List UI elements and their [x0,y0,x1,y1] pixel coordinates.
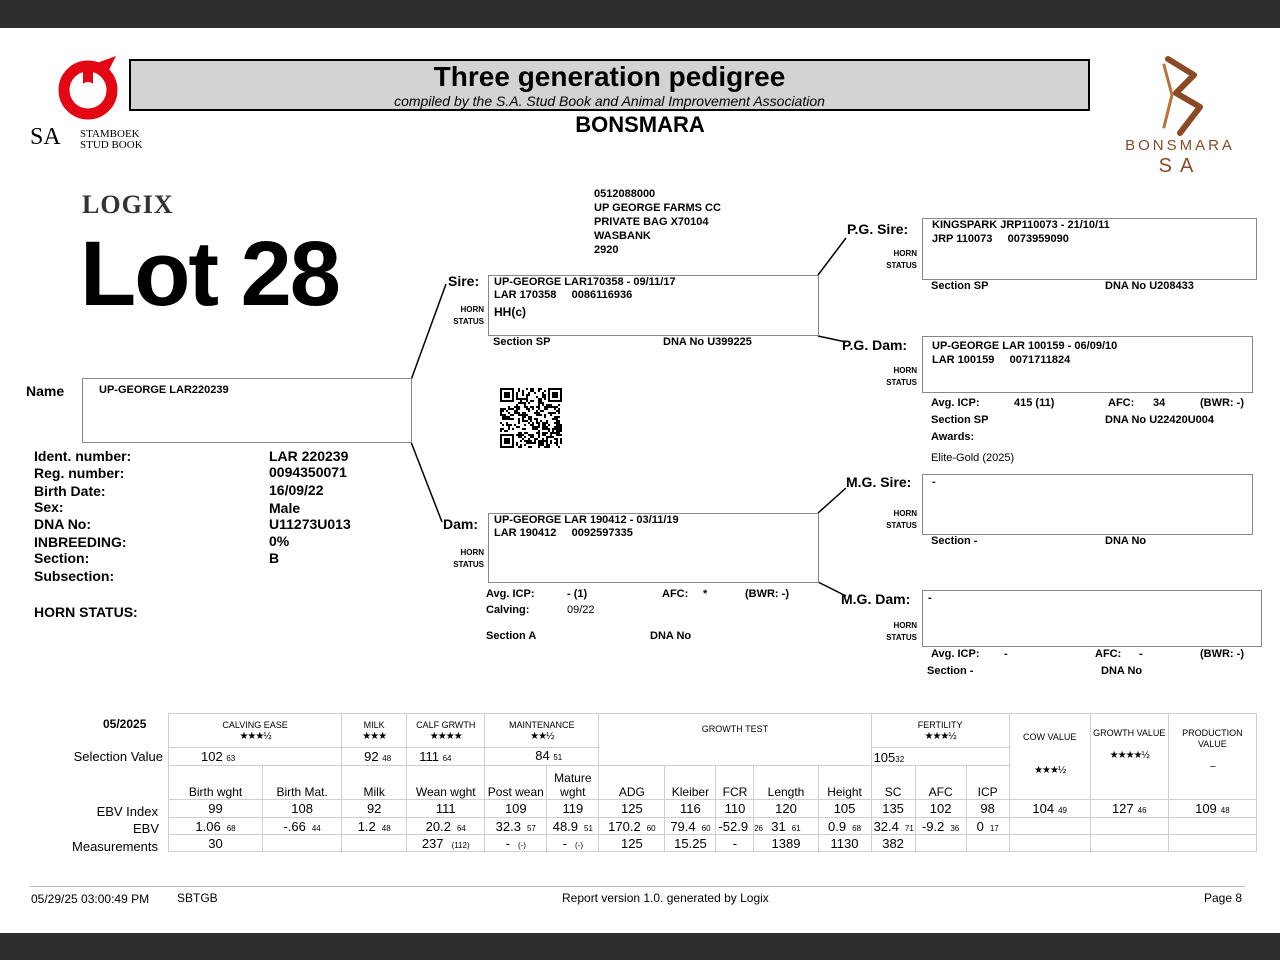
dam-horn-status-label: HORN STATUS [453,548,484,569]
mg-dam-label: M.G. Dam: [841,591,911,607]
group-cow-value: COW VALUE ★★★½ [1009,714,1090,800]
sv-fertility: 10532 [871,748,1009,766]
pg-dam-bwr: (BWR: -) [1200,397,1244,409]
sa-logo-line2: STUD BOOK [80,139,143,151]
bonsmara-logo-line1: BONSMARA [1125,137,1235,154]
mg-dam-afc-label: AFC: [1095,648,1122,660]
sa-logo-line1: STAMBOEK [80,128,140,140]
animal-field-label: Reg. number: [34,465,125,481]
sv-maintenance: 84 51 [485,748,599,766]
ebv-value-cell: -.66 44 [263,818,342,835]
breeder-line5: 2920 [594,244,619,256]
qr-code-icon [500,388,562,448]
ebv-value-cell: -9.2 36 [915,818,966,835]
ebv-index-cell: 109 [485,800,547,818]
mg-dam-line1: - [928,592,932,604]
row-label-measurements: Measurements [72,839,158,854]
footer-datetime: 05/29/25 03:00:49 PM [31,892,150,906]
pg-dam-horn-status-label: HORN STATUS [886,366,917,387]
dam-calving-label: Calving: [486,604,530,616]
trait-header: Mature wght [547,766,599,800]
value-empty-cell [1090,818,1168,835]
mg-dam-avg-icp: - [1004,648,1008,660]
growth-value-stars-icon: ★★★★½ [1109,750,1149,761]
sire-line1: UP-GEORGE LAR170358 - 09/11/17 [494,276,676,288]
mg-sire-dna: DNA No [1105,535,1147,547]
ebv-value-cell: 20.2 64 [407,818,485,835]
trait-header: Wean wght [407,766,485,800]
value-empty-cell [1009,818,1090,835]
measurement-cell [966,835,1009,852]
cow-value-stars-icon: ★★★½ [1034,765,1066,776]
ebv-value-cell: 0.9 68 [818,818,871,835]
ebv-value-cell: 1.06 68 [169,818,263,835]
mg-sire-line1: - [932,476,936,488]
measurement-cell: 237 (112) [407,835,485,852]
dam-line1: UP-GEORGE LAR 190412 - 03/11/19 [494,514,679,526]
sire-horn: HH(c) [494,305,526,319]
measurement-cell: 1130 [818,835,871,852]
sire-section: Section SP [493,336,551,348]
animal-field-value: 0094350071 [269,464,347,480]
name-label: Name [26,383,65,399]
animal-field-value: 16/09/22 [269,482,324,498]
ebv-index-cell: 125 [599,800,665,818]
group-maintenance: MAINTENANCE ★★½ [485,714,599,748]
page-title: Three generation pedigree [433,61,786,92]
value-empty-cell [1009,835,1090,852]
pg-sire-section: Section SP [931,280,989,292]
animal-name: UP-GEORGE LAR220239 [99,384,229,396]
ebv-value-cell: 0 17 [966,818,1009,835]
mg-dam-box [922,590,1262,647]
measurement-cell: 1389 [754,835,818,852]
measurement-cell: - (-) [485,835,547,852]
measurement-cell [915,835,966,852]
mg-dam-dna: DNA No [1101,665,1143,677]
mg-sire-box [922,474,1253,535]
production-value-index: 109 48 [1168,800,1256,818]
mg-dam-afc: - [1139,648,1143,660]
animal-field-label: Birth Date: [34,483,106,499]
trait-header: Birth wght [169,766,263,800]
cow-value-index: 104 49 [1009,800,1090,818]
row-label-ebv-index: EBV Index [96,804,158,819]
pg-dam-line1: UP-GEORGE LAR 100159 - 06/09/10 [932,340,1118,352]
logix-logo: LOGIX [82,190,174,219]
measurement-cell [342,835,407,852]
sire-dna: DNA No U399225 [663,336,752,348]
ebv-value-cell: 1.2 48 [342,818,407,835]
pg-dam-awards-label: Awards: [931,431,975,443]
pg-dam-avg-icp: 415 (11) [1014,397,1055,409]
ebv-value-cell: 170.2 60 [599,818,665,835]
trait-header: FCR [716,766,754,800]
value-empty-cell [1090,835,1168,852]
group-calving-ease: CALVING EASE ★★★½ [169,714,342,748]
pg-dam-dna: DNA No U22420U004 [1105,414,1215,426]
measurement-cell: - [716,835,754,852]
animal-field-value: LAR 220239 [269,448,349,464]
group-fertility: FERTILITY ★★★½ [871,714,1009,748]
ebv-index-cell: 92 [342,800,407,818]
dam-label: Dam: [443,516,479,532]
measurement-cell: 30 [169,835,263,852]
pg-dam-afc: 34 [1153,397,1166,409]
ebv-index-cell: 116 [665,800,716,818]
sv-calving-ease: 102 63 [169,748,342,766]
lot-number: Lot 28 [80,223,339,325]
mg-sire-section: Section - [931,535,978,547]
breeder-line1: 0512088000 [594,188,656,200]
dam-line2: LAR 190412 0092597335 [494,527,633,539]
dam-avg-icp-label: Avg. ICP: [486,588,535,600]
animal-field-label: INBREEDING: [34,534,127,550]
measurement-cell [263,835,342,852]
footer-page: Page 8 [1204,891,1243,905]
ebv-index-cell: 111 [407,800,485,818]
group-production-value: PRODUCTION VALUE – [1168,714,1256,800]
animal-field-value: U11273U013 [269,516,351,532]
ebv-value-cell: -52.9 26 [716,818,754,835]
ebv-value-cell: 48.9 51 [547,818,599,835]
footer-rule [30,886,1245,887]
dam-box [488,513,819,583]
dam-afc-label: AFC: [662,588,689,600]
animal-field-label: Ident. number: [34,448,132,464]
measurement-cell: 125 [599,835,665,852]
pg-dam-award: Elite-Gold (2025) [931,452,1015,464]
ebv-index-cell: 99 [169,800,263,818]
row-label-selection-value: Selection Value [73,749,163,764]
trait-header: ICP [966,766,1009,800]
trait-header: SC [871,766,915,800]
ebv-table [168,713,1257,852]
ebv-index-cell: 108 [263,800,342,818]
row-label-ebv: EBV [132,821,159,836]
sire-horn-status-label: HORN STATUS [453,305,484,326]
growth-value-index: 127 46 [1090,800,1168,818]
dam-calving: 09/22 [567,604,595,616]
ebv-index-cell: 105 [818,800,871,818]
measurement-cell: 15.25 [665,835,716,852]
trait-header: ADG [599,766,665,800]
pg-sire-line1: KINGSPARK JRP110073 - 21/10/11 [932,219,1110,231]
animal-field-label: Subsection: [34,568,115,584]
footer-user: SBTGB [177,891,218,905]
ebv-value-cell: 31 61 [754,818,818,835]
sa-logo-sa: SA [30,124,61,150]
breeder-line3: PRIVATE BAG X70104 [594,216,709,228]
pg-dam-afc-label: AFC: [1108,397,1135,409]
mg-dam-section: Section - [927,665,974,677]
pg-dam-line2: LAR 100159 0071711824 [932,354,1071,366]
dam-section: Section A [486,630,537,642]
page-subtitle: compiled by the S.A. Stud Book and Animal Improvement Association [394,93,825,109]
trait-header: Length [754,766,818,800]
calving-ease-stars-icon: ★★★½ [239,730,271,742]
trait-header: Post wean [485,766,547,800]
trait-header: Birth Mat. [263,766,342,800]
trait-header: Kleiber [665,766,716,800]
footer-report: Report version 1.0. generated by Logix [562,891,769,905]
dam-bwr: (BWR: -) [745,588,789,600]
ebv-index-cell: 120 [754,800,818,818]
pg-dam-box [922,336,1253,393]
maintenance-stars-icon: ★★½ [530,730,554,742]
dam-afc: * [703,588,708,600]
group-growth-test: GROWTH TEST [599,714,871,766]
ebv-index-cell: 98 [966,800,1009,818]
bonsmara-logo-line2: SA [1158,155,1202,177]
horn-status-label: HORN STATUS: [34,604,138,620]
group-growth-value: GROWTH VALUE ★★★★½ [1090,714,1168,800]
pg-sire-horn-status-label: HORN STATUS [886,249,917,270]
mg-dam-horn-status-label: HORN STATUS [886,621,917,642]
measurement-cell: 382 [871,835,915,852]
mg-dam-avg-icp-label: Avg. ICP: [931,648,980,660]
calf-growth-stars-icon: ★★★★ [429,730,462,742]
pg-sire-dna: DNA No U208433 [1105,280,1194,292]
pg-dam-label: P.G. Dam: [842,337,908,353]
breeder-line2: UP GEORGE FARMS CC [594,202,721,214]
sire-label: Sire: [448,273,480,289]
group-calf-growth: CALF GRWTH ★★★★ [407,714,485,748]
animal-box [82,378,412,443]
sv-calf-growth: 111 64 [407,748,485,766]
bottom-bar [0,933,1280,960]
dam-dna: DNA No [650,630,692,642]
animal-field-value: B [269,550,280,566]
ebv-value-cell: 79.4 60 [665,818,716,835]
group-milk: MILK ★★★ [342,714,407,748]
pg-sire-box [922,218,1257,280]
trait-header: AFC [915,766,966,800]
ebv-index-cell: 119 [547,800,599,818]
sv-milk: 92 48 [342,748,407,766]
trait-header: Height [818,766,871,800]
dam-avg-icp: - (1) [567,588,588,600]
trait-header: Milk [342,766,407,800]
breeder-line4: WASBANK [594,230,651,242]
ebv-value-cell: 32.4 71 [871,818,915,835]
animal-field-label: Section: [34,550,90,566]
milk-stars-icon: ★★★ [362,730,387,742]
ebv-index-cell: 102 [915,800,966,818]
fertility-stars-icon: ★★★½ [924,730,956,742]
ebv-value-cell: 32.3 57 [485,818,547,835]
sire-box [488,275,819,336]
mg-sire-horn-status-label: HORN STATUS [886,509,917,530]
animal-field-label: DNA No: [34,516,92,532]
mg-sire-label: M.G. Sire: [846,474,912,490]
ebv-date: 05/2025 [103,717,147,731]
value-empty-cell [1168,818,1256,835]
pg-dam-section: Section SP [931,414,989,426]
animal-field-value: Male [269,500,301,516]
measurement-cell: - (-) [547,835,599,852]
pg-sire-label: P.G. Sire: [847,221,909,237]
mg-dam-bwr: (BWR: -) [1200,648,1244,660]
pg-sire-line2: JRP 110073 0073959090 [932,233,1069,245]
sire-line2: LAR 170358 0086116936 [494,289,633,301]
ebv-index-cell: 135 [871,800,915,818]
production-value-stars-icon: – [1210,761,1215,772]
value-empty-cell [1168,835,1256,852]
animal-field-value: 0% [269,533,290,549]
ebv-index-cell: 110 [716,800,754,818]
animal-field-label: Sex: [34,499,64,515]
pg-dam-avg-icp-label: Avg. ICP: [931,397,980,409]
breed-name: BONSMARA [575,112,705,137]
